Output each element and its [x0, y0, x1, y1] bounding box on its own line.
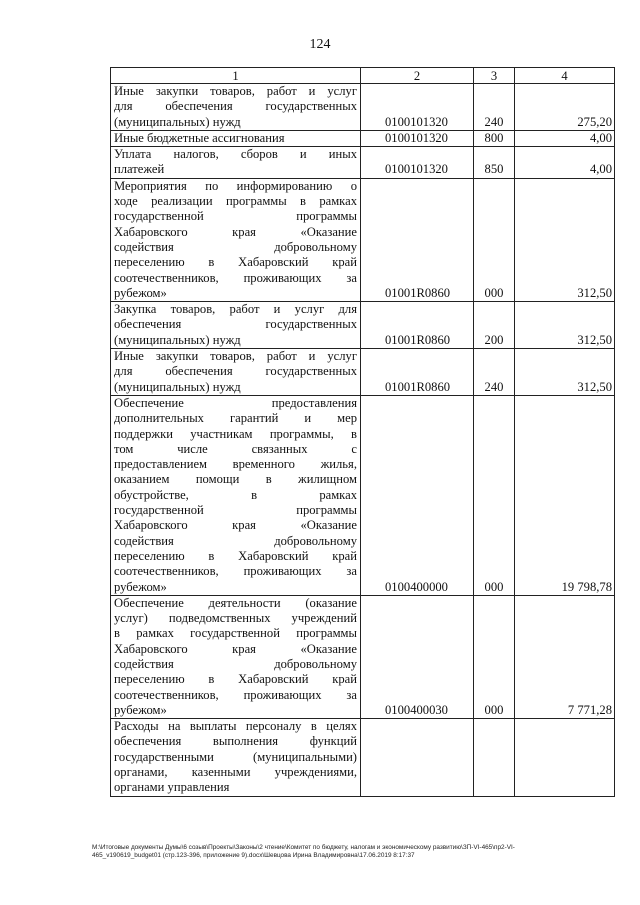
row-description-line: предоставлением временного жилья, [114, 457, 357, 472]
budget-table [110, 67, 615, 797]
row-description-line: соотечественников, проживающих за [114, 564, 357, 579]
row-description [111, 302, 361, 349]
row-description-line: органами, казенными учреждениями, [114, 765, 357, 780]
row-target-code: 0100101320 [361, 130, 474, 146]
row-description [111, 349, 361, 396]
row-description-line: поддержки участникам программы, в [114, 426, 357, 441]
row-description [111, 130, 361, 146]
table-row [111, 395, 615, 595]
row-expense-kind: 800 [474, 130, 515, 146]
header-col-4: 4 [515, 68, 615, 84]
row-description [111, 147, 361, 179]
row-target-code: 0100400030 [361, 595, 474, 718]
row-target-code: 0100101320 [361, 84, 474, 131]
row-description-line: рубежом» [114, 579, 167, 594]
row-description-line: Закупка товаров, работ и услуг для [114, 302, 357, 317]
page-number: 124 [309, 37, 331, 52]
row-expense-kind [474, 719, 515, 796]
row-description-line: том числе связанных с [114, 441, 357, 456]
row-description-line: Уплата налогов, сборов и иных [114, 147, 357, 162]
table-row [111, 719, 615, 796]
row-description [111, 595, 361, 718]
row-description-line: оказанием помощи в жилищном [114, 472, 357, 487]
row-description-line: рубежом» [114, 702, 167, 717]
row-description-line: переселению в Хабаровский край [114, 548, 357, 563]
row-description-line: Иные бюджетные ассигнования [114, 130, 285, 145]
row-amount: 312,50 [515, 178, 615, 301]
table-row [111, 130, 615, 146]
row-target-code: 01001R0860 [361, 178, 474, 301]
row-target-code [361, 719, 474, 796]
footer-path-line-2: 465_v190619_budget01 (стр.123-396, приложение 9).docx\Шевцова Ирина Владимировна\17.06.2019 8:17:37 [92, 852, 415, 859]
row-description-line: Обеспечение предоставления [114, 395, 357, 410]
row-description-line: обеспечения выполнения функций [114, 734, 357, 749]
row-description-line: переселению в Хабаровский край [114, 255, 357, 270]
row-description-line: органами управления [114, 780, 230, 795]
row-description-line: государственной программы [114, 503, 357, 518]
row-description-line: государственной программы [114, 209, 357, 224]
row-amount: 7 771,28 [515, 595, 615, 718]
row-description-line: платежей [114, 162, 165, 177]
row-description [111, 178, 361, 301]
row-description-line: соотечественников, проживающих за [114, 270, 357, 285]
row-target-code: 01001R0860 [361, 302, 474, 349]
header-col-3: 3 [474, 68, 515, 84]
header-col-2: 2 [361, 68, 474, 84]
row-description-line: обустройстве, в рамках [114, 487, 357, 502]
row-description-line: дополнительных гарантий и мер [114, 411, 357, 426]
row-description-line: Иные закупки товаров, работ и услуг [114, 349, 357, 364]
row-target-code: 01001R0860 [361, 349, 474, 396]
row-expense-kind: 200 [474, 302, 515, 349]
table-row [111, 302, 615, 349]
row-description-line: ходе реализации программы в рамках [114, 194, 357, 209]
footer-path-line-1: M:\Итоговые документы Думы\6 созыв\Проекты\Законы\2 чтение\Комитет по бюджету, налогам и экономическому развитию\ЗП-VI-465\пр2-VI- [92, 844, 515, 851]
row-description-line: Расходы на выплаты персоналу в целях [114, 719, 357, 734]
row-description-line: в рамках государственной программы [114, 626, 357, 641]
row-target-code: 0100400000 [361, 395, 474, 595]
row-expense-kind: 850 [474, 147, 515, 179]
row-description-line: (муниципальных) нужд [114, 379, 241, 394]
row-description-line: соотечественников, проживающих за [114, 687, 357, 702]
row-amount [515, 719, 615, 796]
row-description-line: содействия добровольному [114, 239, 357, 254]
row-description-line: государственными (муниципальными) [114, 749, 357, 764]
table-row [111, 178, 615, 301]
row-expense-kind: 000 [474, 595, 515, 718]
row-description-line: Обеспечение деятельности (оказание [114, 595, 357, 610]
row-description-line: (муниципальных) нужд [114, 332, 241, 347]
row-expense-kind: 000 [474, 178, 515, 301]
row-description-line: переселению в Хабаровский край [114, 672, 357, 687]
row-description-line: Хабаровского края «Оказание [114, 224, 357, 239]
row-description-line: Хабаровского края «Оказание [114, 518, 357, 533]
row-description-line: содействия добровольному [114, 533, 357, 548]
row-description-line: содействия добровольному [114, 656, 357, 671]
row-description-line: Хабаровского края «Оказание [114, 641, 357, 656]
row-description-line: услуг) подведомственных учреждений [114, 611, 357, 626]
row-description [111, 395, 361, 595]
row-expense-kind: 240 [474, 349, 515, 396]
row-description-line: Мероприятия по информированию о [114, 178, 357, 193]
row-description-line: для обеспечения государственных [114, 99, 357, 114]
row-amount: 275,20 [515, 84, 615, 131]
row-amount: 4,00 [515, 130, 615, 146]
table-row [111, 147, 615, 179]
row-description-line: (муниципальных) нужд [114, 114, 241, 129]
header-col-1: 1 [111, 68, 361, 84]
row-expense-kind: 240 [474, 84, 515, 131]
row-description-line: для обеспечения государственных [114, 364, 357, 379]
table-header-row [111, 68, 615, 84]
row-description [111, 719, 361, 796]
table-row [111, 349, 615, 396]
row-description-line: рубежом» [114, 285, 167, 300]
row-description [111, 84, 361, 131]
row-description-line: Иные закупки товаров, работ и услуг [114, 84, 357, 98]
row-expense-kind: 000 [474, 395, 515, 595]
row-amount: 19 798,78 [515, 395, 615, 595]
table-row [111, 84, 615, 131]
table-row [111, 595, 615, 718]
row-target-code: 0100101320 [361, 147, 474, 179]
row-amount: 312,50 [515, 349, 615, 396]
row-description-line: обеспечения государственных [114, 317, 357, 332]
row-amount: 312,50 [515, 302, 615, 349]
document-footer [92, 844, 612, 860]
row-amount: 4,00 [515, 147, 615, 179]
